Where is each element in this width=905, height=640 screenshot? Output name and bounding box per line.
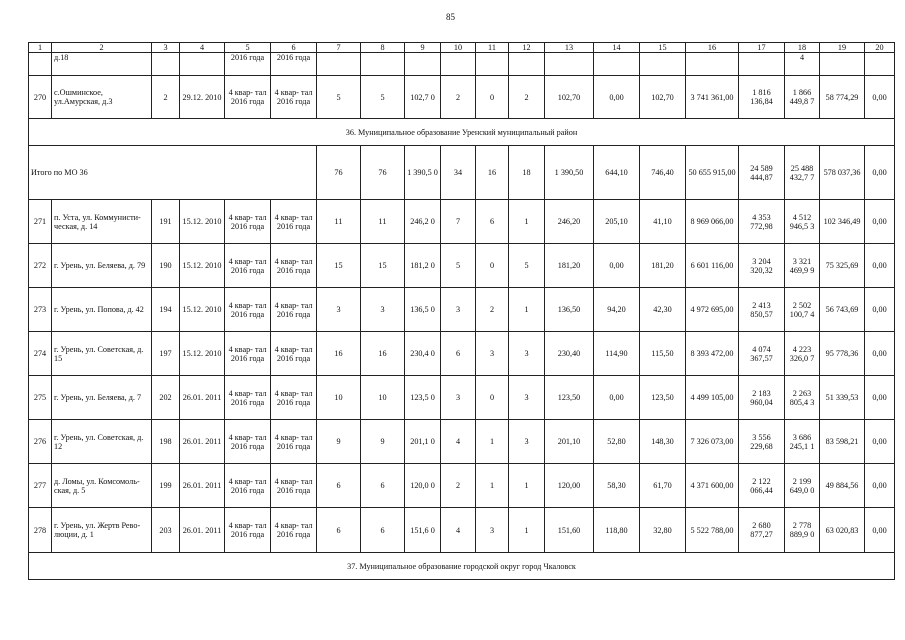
table-cell: 9 — [317, 420, 361, 464]
table-cell: 2 199 649,0 0 — [785, 464, 820, 508]
table-cell: 5 522 788,00 — [686, 508, 739, 553]
section-heading-row — [29, 553, 895, 580]
table-cell: 32,80 — [640, 508, 686, 553]
table-cell: 0,00 — [865, 332, 895, 376]
total-cell: 76 — [317, 146, 361, 200]
table-cell: г. Урень, ул. Советская, д. 12 — [52, 420, 152, 464]
table-cell: 3 556 229,68 — [739, 420, 785, 464]
table-cell: 273 — [29, 288, 52, 332]
table-cell: 26.01. 2011 — [180, 464, 225, 508]
total-cell: 25 488 432,7 7 — [785, 146, 820, 200]
table-cell: 2 680 877,27 — [739, 508, 785, 553]
table-cell: 4 квар- тал 2016 года — [271, 244, 317, 288]
table-cell: 0 — [476, 244, 509, 288]
table-cell: 0,00 — [865, 508, 895, 553]
table-cell: 274 — [29, 332, 52, 376]
table-cell: 6 — [361, 464, 405, 508]
table-cell: 271 — [29, 200, 52, 244]
table-cell: 3 321 469,9 9 — [785, 244, 820, 288]
table-cell: 4 — [785, 53, 820, 76]
table-cell: 1 — [509, 508, 545, 553]
table-cell: г. Урень, ул. Беляева, д. 7 — [52, 376, 152, 420]
table-cell: 136,50 — [545, 288, 594, 332]
table-cell: 52,80 — [594, 420, 640, 464]
table-cell: 115,50 — [640, 332, 686, 376]
table-cell: 118,80 — [594, 508, 640, 553]
table-cell: 6 — [441, 332, 476, 376]
column-number: 17 — [739, 43, 785, 53]
table-cell — [476, 53, 509, 76]
table-cell: 2 122 066,44 — [739, 464, 785, 508]
table-cell: 4 квар- тал 2016 года — [225, 420, 271, 464]
table-cell: 6 — [476, 200, 509, 244]
section-heading: 37. Муниципальное образование городской округ город Чкаловск — [29, 553, 895, 580]
table-cell: 4 — [441, 508, 476, 553]
table-cell: 3 — [476, 332, 509, 376]
table-row — [29, 200, 895, 244]
table-cell: 63 020,83 — [820, 508, 865, 553]
total-label: Итого по МО 36 — [29, 146, 317, 200]
table-cell: 94,20 — [594, 288, 640, 332]
total-cell: 0,00 — [865, 146, 895, 200]
column-number: 16 — [686, 43, 739, 53]
table-cell: 4 квар- тал 2016 года — [225, 464, 271, 508]
table-cell: 15.12. 2010 — [180, 244, 225, 288]
table-cell — [509, 53, 545, 76]
table-cell: 3 — [361, 288, 405, 332]
table-cell: 16 — [361, 332, 405, 376]
total-row — [29, 146, 895, 200]
table-cell: г. Урень, ул. Советская, д. 15 — [52, 332, 152, 376]
table-cell: 123,50 — [545, 376, 594, 420]
table-cell: 29.12. 2010 — [180, 76, 225, 119]
table-cell: 114,90 — [594, 332, 640, 376]
column-number: 11 — [476, 43, 509, 53]
table-cell: 197 — [152, 332, 180, 376]
table-cell: 5 — [317, 76, 361, 119]
table-cell: 198 — [152, 420, 180, 464]
table-cell: 10 — [361, 376, 405, 420]
table-cell: 203 — [152, 508, 180, 553]
column-number: 1 — [29, 43, 52, 53]
table-cell: 26.01. 2011 — [180, 420, 225, 464]
table-cell: 4 512 946,5 3 — [785, 200, 820, 244]
total-cell: 18 — [509, 146, 545, 200]
table-cell: д.18 — [52, 53, 152, 76]
table-cell — [686, 53, 739, 76]
table-cell: 15 — [317, 244, 361, 288]
table-cell — [640, 53, 686, 76]
table-cell: 3 — [509, 332, 545, 376]
table-cell: 2 502 100,7 4 — [785, 288, 820, 332]
table-cell: г. Урень, ул. Беляева, д. 79 — [52, 244, 152, 288]
table-cell: 56 743,69 — [820, 288, 865, 332]
table-cell: 7 326 073,00 — [686, 420, 739, 464]
column-number: 2 — [52, 43, 152, 53]
table-cell: 194 — [152, 288, 180, 332]
table-cell: 4 353 772,98 — [739, 200, 785, 244]
table-cell: 4 квар- тал 2016 года — [271, 76, 317, 119]
table-cell: 11 — [361, 200, 405, 244]
table-cell: 2 — [441, 76, 476, 119]
table-cell: 4 — [441, 420, 476, 464]
table-cell: 0,00 — [865, 420, 895, 464]
table-row — [29, 420, 895, 464]
table-cell: 102,70 — [640, 76, 686, 119]
table-body — [29, 43, 895, 580]
table-cell: 102 346,49 — [820, 200, 865, 244]
column-number: 20 — [865, 43, 895, 53]
table-cell: 3 — [476, 508, 509, 553]
table-cell: 1 — [476, 464, 509, 508]
table-row — [29, 244, 895, 288]
table-cell: 181,20 — [545, 244, 594, 288]
column-number: 14 — [594, 43, 640, 53]
table-cell: 11 — [317, 200, 361, 244]
table-cell: г. Урень, ул. Попова, д. 42 — [52, 288, 152, 332]
table-cell: 190 — [152, 244, 180, 288]
table-cell: 4 квар- тал 2016 года — [225, 244, 271, 288]
table-cell: 1 — [509, 288, 545, 332]
table-cell: 0,00 — [594, 244, 640, 288]
table-cell: 4 квар- тал 2016 года — [271, 200, 317, 244]
table-cell: 2016 года — [225, 53, 271, 76]
column-number: 9 — [405, 43, 441, 53]
table-cell: 9 — [361, 420, 405, 464]
table-cell — [180, 53, 225, 76]
table-cell: 2 — [509, 76, 545, 119]
column-number: 6 — [271, 43, 317, 53]
table-cell: 0,00 — [865, 376, 895, 420]
total-cell: 1 390,50 — [545, 146, 594, 200]
table-cell: 4 371 600,00 — [686, 464, 739, 508]
column-number: 18 — [785, 43, 820, 53]
total-cell: 50 655 915,00 — [686, 146, 739, 200]
table-row — [29, 376, 895, 420]
total-cell: 746,40 — [640, 146, 686, 200]
table-cell: 58 774,29 — [820, 76, 865, 119]
table-cell: 246,2 0 — [405, 200, 441, 244]
column-number: 3 — [152, 43, 180, 53]
table-cell: д. Ломы, ул. Комсомоль- ская, д. 5 — [52, 464, 152, 508]
table-cell: 0,00 — [865, 200, 895, 244]
table-cell: 15 — [361, 244, 405, 288]
table-cell: 6 — [317, 508, 361, 553]
table-cell — [594, 53, 640, 76]
column-number: 10 — [441, 43, 476, 53]
table-cell: 246,20 — [545, 200, 594, 244]
table-cell: 3 — [317, 288, 361, 332]
table-cell: 15.12. 2010 — [180, 200, 225, 244]
table-cell: 1 866 449,8 7 — [785, 76, 820, 119]
table-cell: 4 074 367,57 — [739, 332, 785, 376]
table-cell — [405, 53, 441, 76]
table-cell: 2 — [152, 76, 180, 119]
table-cell: 0,00 — [865, 288, 895, 332]
table-cell: 151,60 — [545, 508, 594, 553]
total-cell: 76 — [361, 146, 405, 200]
table-cell: 4 499 105,00 — [686, 376, 739, 420]
table-cell: 4 квар- тал 2016 года — [225, 76, 271, 119]
table-cell — [152, 53, 180, 76]
table-cell: 151,6 0 — [405, 508, 441, 553]
table-cell: 181,2 0 — [405, 244, 441, 288]
table-cell: 5 — [361, 76, 405, 119]
table-cell: 3 — [441, 376, 476, 420]
table-cell: 4 квар- тал 2016 года — [271, 464, 317, 508]
table-cell — [865, 53, 895, 76]
table-cell: 58,30 — [594, 464, 640, 508]
table-cell: 120,0 0 — [405, 464, 441, 508]
table-cell — [361, 53, 405, 76]
table-cell: 102,7 0 — [405, 76, 441, 119]
table-cell: 202 — [152, 376, 180, 420]
column-number: 12 — [509, 43, 545, 53]
column-number: 8 — [361, 43, 405, 53]
table-cell: 275 — [29, 376, 52, 420]
table-row — [29, 332, 895, 376]
table-cell: 49 884,56 — [820, 464, 865, 508]
table-cell: 6 601 116,00 — [686, 244, 739, 288]
table-cell: г. Урень, ул. Жертв Рево- люции, д. 1 — [52, 508, 152, 553]
table-cell: 1 — [509, 200, 545, 244]
table-cell: 276 — [29, 420, 52, 464]
table-cell: 15.12. 2010 — [180, 288, 225, 332]
table-cell: 230,40 — [545, 332, 594, 376]
page-number: 85 — [446, 12, 455, 22]
table-cell: 278 — [29, 508, 52, 553]
table-cell: 42,30 — [640, 288, 686, 332]
table-cell: 4 квар- тал 2016 года — [271, 288, 317, 332]
table-cell: 83 598,21 — [820, 420, 865, 464]
table-cell: 61,70 — [640, 464, 686, 508]
table-cell: 0,00 — [594, 76, 640, 119]
total-cell: 644,10 — [594, 146, 640, 200]
table-cell: 26.01. 2011 — [180, 508, 225, 553]
table-cell: 2 263 805,4 3 — [785, 376, 820, 420]
table-cell: 26.01. 2011 — [180, 376, 225, 420]
table-row — [29, 76, 895, 119]
column-number: 5 — [225, 43, 271, 53]
table-cell: п. Уста, ул. Коммунисти- ческая, д. 14 — [52, 200, 152, 244]
table-cell: 1 816 136,84 — [739, 76, 785, 119]
table-cell: 3 — [441, 288, 476, 332]
table-cell: 1 — [509, 464, 545, 508]
table-cell: 4 квар- тал 2016 года — [271, 376, 317, 420]
table-cell: 7 — [441, 200, 476, 244]
table-cell: 4 квар- тал 2016 года — [225, 332, 271, 376]
table-cell: 15.12. 2010 — [180, 332, 225, 376]
total-cell: 16 — [476, 146, 509, 200]
table-cell: 2 778 889,9 0 — [785, 508, 820, 553]
table-cell: 4 квар- тал 2016 года — [225, 376, 271, 420]
table-cell: 2 — [441, 464, 476, 508]
table-cell — [545, 53, 594, 76]
table-cell: 136,5 0 — [405, 288, 441, 332]
table-cell: 10 — [317, 376, 361, 420]
table-cell: 0 — [476, 76, 509, 119]
total-cell: 34 — [441, 146, 476, 200]
column-number-row — [29, 43, 895, 53]
table-cell: 4 квар- тал 2016 года — [225, 288, 271, 332]
table-cell: 41,10 — [640, 200, 686, 244]
table-cell — [317, 53, 361, 76]
table-cell — [29, 53, 52, 76]
column-number: 7 — [317, 43, 361, 53]
column-number: 15 — [640, 43, 686, 53]
table-row — [29, 288, 895, 332]
table-cell: 5 — [509, 244, 545, 288]
table-cell: 0,00 — [865, 76, 895, 119]
table-cell — [441, 53, 476, 76]
table-cell: 4 223 326,0 7 — [785, 332, 820, 376]
table-cell: 8 969 066,00 — [686, 200, 739, 244]
table-cell: 4 квар- тал 2016 года — [271, 332, 317, 376]
table-cell: 51 339,53 — [820, 376, 865, 420]
table-cell: 148,30 — [640, 420, 686, 464]
table-cell: 4 квар- тал 2016 года — [271, 508, 317, 553]
table-cell: 4 квар- тал 2016 года — [271, 420, 317, 464]
table-cell: 3 204 320,32 — [739, 244, 785, 288]
table-cell — [739, 53, 785, 76]
table-cell: 0,00 — [865, 464, 895, 508]
table-cell: 95 778,36 — [820, 332, 865, 376]
column-number: 4 — [180, 43, 225, 53]
table-cell: 199 — [152, 464, 180, 508]
table-cell: 6 — [361, 508, 405, 553]
table-cell: 123,5 0 — [405, 376, 441, 420]
table-cell: 120,00 — [545, 464, 594, 508]
total-cell: 24 589 444,87 — [739, 146, 785, 200]
table-cell: 6 — [317, 464, 361, 508]
table-row — [29, 464, 895, 508]
column-number: 13 — [545, 43, 594, 53]
total-cell: 578 037,36 — [820, 146, 865, 200]
housing-register-table — [28, 42, 895, 580]
table-cell: 102,70 — [545, 76, 594, 119]
table-cell: 0,00 — [594, 376, 640, 420]
table-cell: 277 — [29, 464, 52, 508]
table-cell: 230,4 0 — [405, 332, 441, 376]
table-cell: 123,50 — [640, 376, 686, 420]
table-row — [29, 53, 895, 76]
table-cell: 2 413 850,57 — [739, 288, 785, 332]
table-cell: 5 — [441, 244, 476, 288]
table-cell: 181,20 — [640, 244, 686, 288]
table-cell: 16 — [317, 332, 361, 376]
table-cell: 0 — [476, 376, 509, 420]
table-cell: 2 — [476, 288, 509, 332]
table-cell — [820, 53, 865, 76]
table-cell: 4 972 695,00 — [686, 288, 739, 332]
table-cell: 4 квар- тал 2016 года — [225, 200, 271, 244]
table-cell: 4 квар- тал 2016 года — [225, 508, 271, 553]
table-cell: 205,10 — [594, 200, 640, 244]
column-number: 19 — [820, 43, 865, 53]
table-cell: 3 686 245,1 1 — [785, 420, 820, 464]
table-cell: 0,00 — [865, 244, 895, 288]
table-cell: 3 741 361,00 — [686, 76, 739, 119]
table-cell: 272 — [29, 244, 52, 288]
table-cell: 270 — [29, 76, 52, 119]
table-cell: 201,10 — [545, 420, 594, 464]
table-row — [29, 508, 895, 553]
table-cell: с.Ошминское, ул.Амурская, д.3 — [52, 76, 152, 119]
table-cell: 1 — [476, 420, 509, 464]
table-cell: 3 — [509, 376, 545, 420]
section-heading: 36. Муниципальное образование Уренский муниципальный район — [29, 119, 895, 146]
table-cell: 2 183 960,04 — [739, 376, 785, 420]
table-cell: 75 325,69 — [820, 244, 865, 288]
section-heading-row — [29, 119, 895, 146]
total-cell: 1 390,5 0 — [405, 146, 441, 200]
table-cell: 191 — [152, 200, 180, 244]
table-cell: 8 393 472,00 — [686, 332, 739, 376]
table-cell: 2016 года — [271, 53, 317, 76]
table-cell: 3 — [509, 420, 545, 464]
table-cell: 201,1 0 — [405, 420, 441, 464]
